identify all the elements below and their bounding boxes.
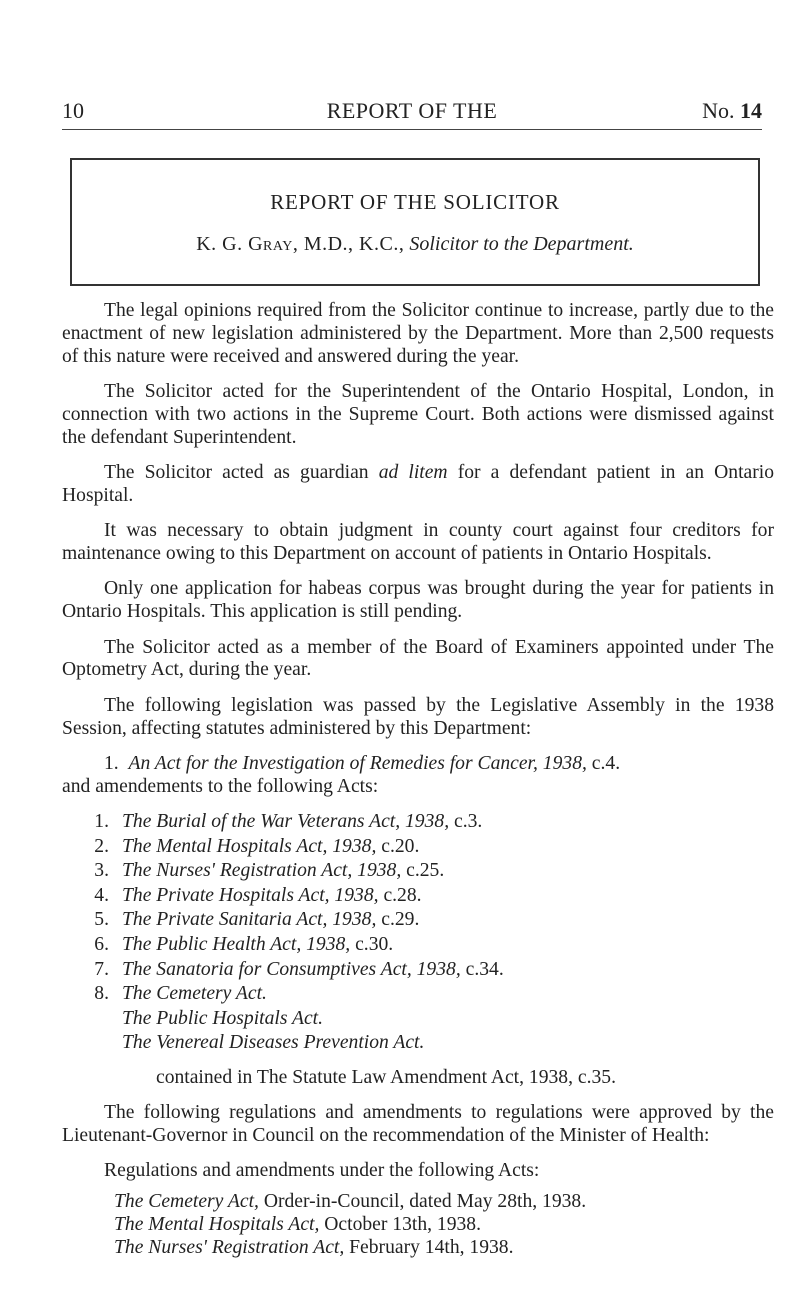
- running-title: REPORT OF THE: [326, 98, 498, 123]
- list-item: 4. The Private Hospitals Act, 1938, c.28.: [94, 884, 422, 906]
- new-act-entry: 1. An Act for the Investigation of Remedies for Cancer, 1938, c.4.: [104, 752, 621, 774]
- solicitor-line: [72, 233, 758, 256]
- list-item: The Nurses' Registration Act, February 14th, 1938.: [114, 1237, 514, 1259]
- paragraph-guardian: The Solicitor acted as guardian ad litem for a defendant patient in an Ontario Hospital.: [62, 461, 775, 506]
- paragraph-regulations: The following regulations and amendments to regulations were approved by the Lieutenant-Governor in Council on the recommendation of the Minister of Health:: [62, 1102, 774, 1147]
- list-item: The Mental Hospitals Act, October 13th, 1938.: [114, 1214, 482, 1236]
- amended-acts-list: [62, 811, 774, 1055]
- list-item: 7. The Sanatoria for Consumptives Act, 1938, c.34.: [94, 958, 504, 980]
- issue-number: No. 14: [702, 98, 762, 123]
- paragraph: The Solicitor acted as a member of the Board of Examiners appointed under The Optometry Act, during the year.: [62, 636, 774, 681]
- list-item: 1. The Burial of the War Veterans Act, 1938, c.3.: [94, 811, 483, 833]
- regulations-intro: Regulations and amendments under the following Acts:: [104, 1160, 540, 1182]
- running-header: [62, 97, 762, 130]
- paragraph: The Solicitor acted for the Superintendent of the Ontario Hospital, London, in connection with two actions in the Supreme Court. Both actions were dismissed against the defendant Superintendent.: [62, 380, 774, 448]
- report-body: [62, 300, 774, 1260]
- list-item: 3. The Nurses' Registration Act, 1938, c.25.: [94, 860, 445, 882]
- solicitor-name: K. G. Gray, M.D., K.C.,: [196, 233, 405, 255]
- contained-note: contained in The Statute Law Amendment Act, 1938, c.35.: [156, 1067, 616, 1089]
- list-item: The Cemetery Act, Order-in-Council, dated May 28th, 1938.: [114, 1191, 587, 1213]
- page-number: 10: [62, 98, 84, 123]
- solicitor-role: Solicitor to the Department.: [409, 233, 634, 255]
- section-title-box: [70, 158, 760, 286]
- list-item: 8. The Cemetery Act.: [94, 983, 267, 1005]
- paragraph: Only one application for habeas corpus was brought during the year for patients in Ontario Hospitals. This application is still pending.: [62, 578, 774, 623]
- paragraph: The following legislation was passed by the Legislative Assembly in the 1938 Session, affecting statutes administered by this Department:: [62, 694, 774, 739]
- amendments-intro: and amendements to the following Acts:: [62, 775, 379, 797]
- list-item: The Public Hospitals Act.: [122, 1007, 324, 1029]
- paragraph: It was necessary to obtain judgment in county court against four creditors for maintenance owing to this Department on account of patients in Ontario Hospitals.: [62, 520, 774, 564]
- list-item: The Venereal Diseases Prevention Act.: [122, 1032, 425, 1054]
- list-item: 6. The Public Health Act, 1938, c.30.: [94, 934, 394, 956]
- paragraph: The legal opinions required from the Solicitor continue to increase, partly due to the enactment of new legislation administered by the Department. More than 2,500 requests of this nature were received and answered during the year.: [62, 300, 774, 367]
- section-title: REPORT OF THE SOLICITOR: [270, 190, 560, 214]
- list-item: 2. The Mental Hospitals Act, 1938, c.20.: [94, 835, 420, 857]
- regulations-list: [62, 1191, 774, 1260]
- list-item: 5. The Private Sanitaria Act, 1938, c.29.: [94, 909, 420, 931]
